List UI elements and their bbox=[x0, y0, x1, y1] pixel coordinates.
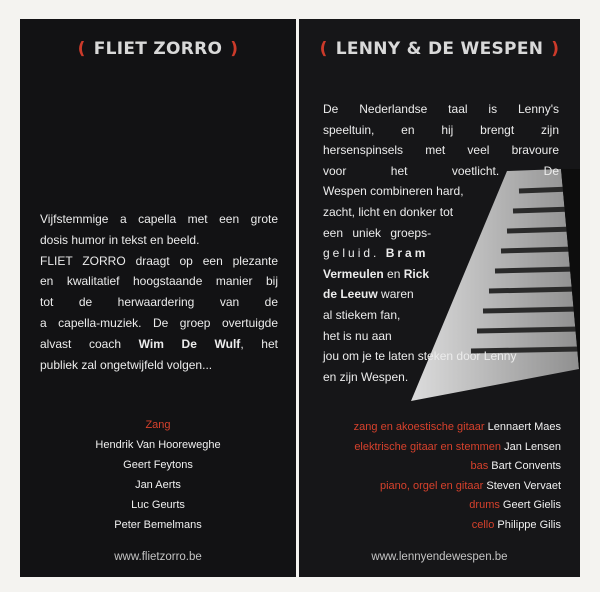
credit-role: elektrische gitaar en stemmen bbox=[354, 440, 502, 453]
intro-line: al stiekem fan, bbox=[323, 307, 401, 322]
intro-line: a capella-muziek. De groep overtuigde bbox=[40, 315, 278, 330]
band-name: FLIET ZORRO bbox=[40, 253, 126, 268]
intro-line bbox=[323, 223, 559, 244]
intro-line: tot de herwaardering van de bbox=[40, 295, 278, 310]
member-name: Luc Geurts bbox=[131, 499, 185, 511]
credit-row bbox=[299, 457, 561, 477]
intro-line: publiek zal ongetwijfeld volgen... bbox=[40, 357, 213, 372]
lenny-heading bbox=[299, 39, 580, 59]
coach-name: Wim De Wulf bbox=[138, 336, 241, 351]
intro-line: dosis humor in tekst en beeld. bbox=[40, 232, 200, 247]
member-name: Jan Lensen bbox=[504, 440, 561, 453]
credit-role: bas bbox=[470, 460, 489, 472]
intro-line: zacht, licht en donker tot bbox=[323, 204, 454, 219]
member-name: Philippe Gilis bbox=[497, 518, 561, 531]
member-name: Hendrik Van Hooreweghe bbox=[95, 439, 221, 451]
member-name: Steven Vervaet bbox=[486, 479, 561, 492]
musician-name: Rick bbox=[403, 266, 430, 281]
member-name: Bart Convents bbox=[491, 460, 561, 472]
member-name: Geert Gielis bbox=[502, 499, 561, 511]
intro-line: hersenspinsels met veel bravoure bbox=[323, 143, 559, 158]
intro-line: Wespen combineren hard, bbox=[323, 184, 464, 199]
intro-line bbox=[40, 334, 278, 355]
lenny-url: www.lennyendewespen.be bbox=[371, 551, 508, 563]
intro-line: en zijn Wespen. bbox=[323, 369, 409, 384]
credit-row bbox=[299, 516, 561, 536]
intro-line bbox=[323, 264, 559, 285]
heading-paren-open: ( bbox=[319, 39, 328, 59]
fliet-zorro-title: FLIET ZORRO bbox=[93, 39, 223, 59]
musician-name: de Leeuw bbox=[323, 287, 378, 302]
fliet-zorro-intro bbox=[40, 209, 278, 375]
credit-row bbox=[299, 418, 561, 438]
intro-text: en bbox=[383, 266, 404, 281]
credit-row bbox=[299, 438, 561, 458]
intro-line: en kwalitatief hoogstaande manier bij bbox=[40, 274, 278, 289]
intro-text: geluid. bbox=[323, 246, 386, 261]
heading-paren-close: ) bbox=[230, 39, 239, 59]
fliet-zorro-url: www.flietzorro.be bbox=[114, 551, 202, 563]
lenny-credits bbox=[299, 418, 561, 535]
intro-text: alvast coach bbox=[40, 336, 139, 351]
intro-line: speeltuin, en hij brengt zijn bbox=[323, 122, 559, 137]
heading-paren-close: ) bbox=[551, 39, 560, 59]
intro-line: jou om je te laten steken door Lenny bbox=[323, 349, 517, 364]
intro-line bbox=[40, 251, 278, 272]
lenny-title: LENNY & DE WESPEN bbox=[335, 39, 544, 59]
lenny-panel bbox=[299, 19, 580, 577]
intro-text: een uniek groeps- bbox=[323, 225, 432, 240]
credit-row bbox=[299, 477, 561, 497]
fliet-zorro-heading bbox=[20, 39, 296, 59]
intro-text: waren bbox=[377, 287, 414, 302]
credit-role: zang en akoestische gitaar bbox=[353, 421, 485, 433]
intro-line: Vijfstemmige a capella met een grote bbox=[40, 212, 278, 226]
intro-line bbox=[323, 284, 559, 305]
member-name: Lennaert Maes bbox=[487, 421, 561, 433]
intro-text: draagt op een plezante bbox=[125, 253, 278, 268]
credit-role: Zang bbox=[145, 419, 171, 431]
member-name: Peter Bemelmans bbox=[114, 519, 202, 531]
intro-line: het is nu aan bbox=[323, 328, 392, 343]
intro-line bbox=[323, 243, 559, 264]
musician-name: Bram bbox=[385, 246, 429, 261]
lenny-intro bbox=[323, 99, 559, 387]
credit-role: piano, orgel en gitaar bbox=[379, 479, 484, 492]
credit-role: drums bbox=[469, 499, 500, 511]
intro-line: voor het voetlicht. De bbox=[323, 163, 559, 178]
intro-text: , het bbox=[240, 336, 278, 351]
fliet-zorro-panel bbox=[20, 19, 296, 577]
fliet-zorro-credits bbox=[20, 415, 296, 535]
credit-role: cello bbox=[471, 518, 495, 531]
musician-name: Vermeulen bbox=[323, 266, 384, 281]
member-name: Jan Aerts bbox=[135, 479, 181, 491]
heading-paren-open: ( bbox=[77, 39, 86, 59]
intro-line: De Nederlandse taal is Lenny's bbox=[323, 102, 559, 116]
credit-row bbox=[299, 496, 561, 516]
member-name: Geert Feytons bbox=[123, 459, 193, 471]
